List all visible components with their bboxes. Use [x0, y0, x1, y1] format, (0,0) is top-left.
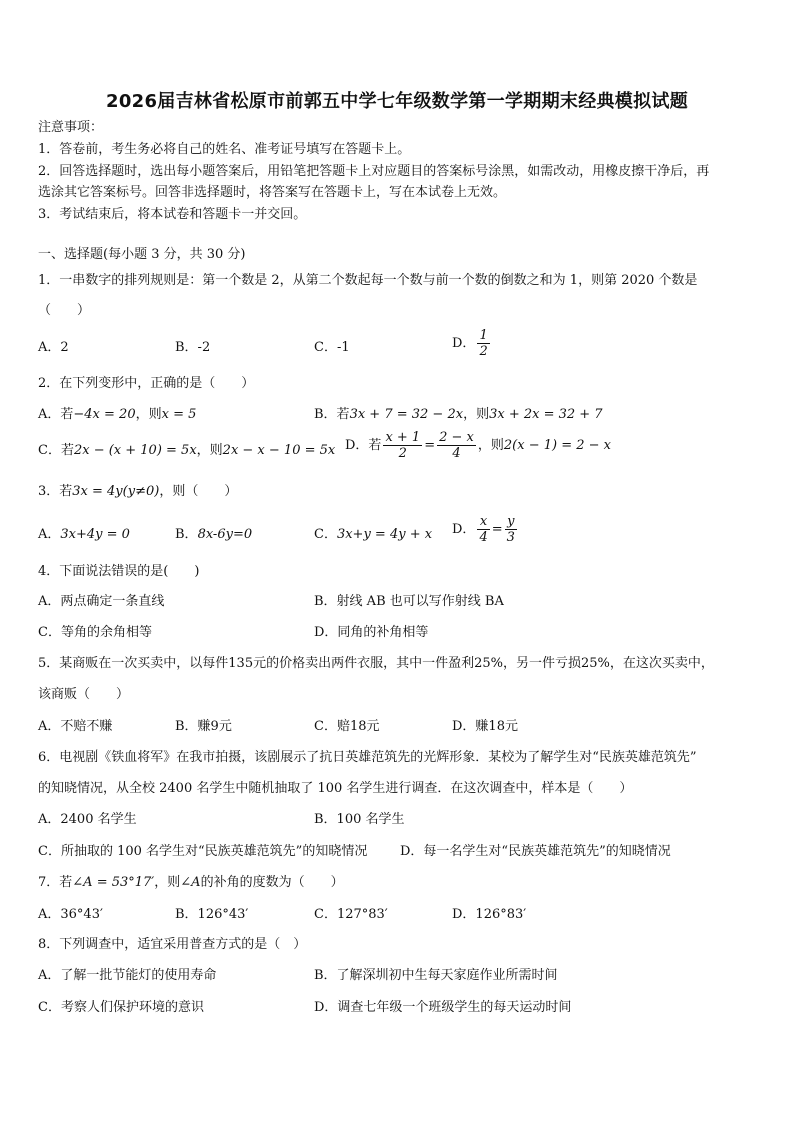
fraction-numerator: 1	[479, 328, 488, 343]
notice-item-2: 2．回答选择题时，选出每小题答案后，用铅笔把答题卡上对应题目的答案标号涂黑，如需改动，用橡皮擦干净后，再	[38, 164, 710, 179]
q6-option-c: C．所抽取的 100 名学生对“民族英雄范筑先”的知晓情况	[38, 844, 368, 859]
fraction-numerator: x + 1	[385, 430, 421, 445]
math-expression: ∠A = 53°17′	[72, 875, 155, 890]
stem-text: 7．若	[38, 875, 73, 890]
q2-option-d	[345, 430, 611, 461]
q5-option-d: D．赚18元	[452, 719, 518, 734]
q5-stem: 5．某商贩在一次买卖中，以每件135元的价格卖出两件衣服，其中一件盈利25%，另一件亏损25%，在这次买卖中，	[38, 656, 714, 671]
q4-option-c: C．等角的余角相等	[38, 625, 152, 640]
q8-option-c: C．考察人们保护环境的意识	[38, 1000, 204, 1015]
q5-stem-cont: 该商贩（ ）	[38, 687, 130, 702]
q2-option-b	[314, 406, 603, 424]
option-label: A．	[38, 527, 61, 542]
q5-option-c: C．赔18元	[314, 719, 380, 734]
fraction	[477, 514, 489, 545]
math-expression: 3x = 4y(y≠0)	[72, 484, 160, 499]
section-heading: 一、选择题(每小题 3 分，共 30 分)	[38, 247, 246, 262]
q6-stem-cont: 的知晓情况，从全校 2400 名学生中随机抽取了 100 名学生进行调查．在这次调查中，样本是（ ）	[38, 781, 633, 796]
q8-option-b: B．了解深圳初中生每天家庭作业所需时间	[314, 968, 558, 983]
q4-stem: 4．下面说法错误的是( )	[38, 564, 200, 579]
q7-option-d: D．126°83′	[452, 907, 527, 922]
q3-option-a	[38, 526, 130, 544]
q1-stem: 1．一串数字的排列规则是：第一个数是 2，从第二个数起每一个数与前一个数的倒数之和为 1，则第 2020 个数是	[38, 273, 698, 288]
q2-option-c	[38, 442, 335, 460]
q8-option-a: A．了解一批节能灯的使用寿命	[38, 968, 217, 983]
q7-option-c: C．127°83′	[314, 907, 388, 922]
fraction	[383, 430, 422, 461]
q2-stem: 2．在下列变形中，正确的是（ ）	[38, 376, 255, 391]
fraction	[505, 514, 517, 545]
q6-option-a: A．2400 名学生	[38, 812, 137, 827]
q8-stem: 8．下列调查中，适宜采用普查方式的是（ ）	[38, 937, 307, 952]
q5-option-a: A．不赔不赚	[38, 719, 113, 734]
q1-option-d-label: D．	[452, 336, 476, 351]
option-label: D．	[452, 522, 476, 537]
option-label: C．若	[38, 443, 74, 458]
fraction-denominator: 2	[398, 446, 407, 461]
connector-text: ，则	[196, 443, 223, 458]
q3-stem	[38, 483, 237, 501]
q2-option-a	[38, 406, 196, 424]
math-expression: 8x-6y=0	[197, 527, 253, 542]
math-expression: −4x = 20	[73, 407, 136, 422]
q1-option-b: B．-2	[175, 340, 211, 355]
fraction-numerator: y	[505, 514, 517, 530]
stem-text: 的补角的度数为（ ）	[200, 875, 344, 890]
q3-option-b	[175, 526, 252, 544]
fraction-denominator: 4	[452, 446, 461, 461]
q7-option-a: A．36°43′	[38, 907, 103, 922]
q6-stem: 6．电视剧《铁血将军》在我市拍摄，该剧展示了抗日英雄范筑先的光辉形象．某校为了解学生对“民族英雄范筑先”	[38, 750, 697, 765]
q5-option-b: B．赚9元	[175, 719, 232, 734]
q7-stem	[38, 874, 344, 892]
equals-sign: =	[424, 438, 436, 453]
math-expression: 3x + 7 = 32 − 2x	[349, 407, 464, 422]
q1-paren: （ ）	[38, 303, 91, 318]
fraction-denominator: 4	[479, 530, 488, 545]
option-label: B．	[175, 527, 198, 542]
q1-option-a: A．2	[38, 340, 69, 355]
connector-text: ，则	[463, 407, 490, 422]
notice-heading: 注意事项：	[38, 120, 104, 135]
q4-option-d: D．同角的补角相等	[314, 625, 429, 640]
connector-text: ，则	[135, 407, 162, 422]
q8-option-d: D．调查七年级一个班级学生的每天运动时间	[314, 1000, 572, 1015]
page-title: 2026届吉林省松原市前郭五中学七年级数学第一学期期末经典模拟试题	[106, 91, 688, 112]
q6-option-d: D．每一名学生对“民族英雄范筑先”的知晓情况	[400, 844, 671, 859]
equals-sign: =	[491, 522, 503, 537]
math-expression: 3x + 2x = 32 + 7	[489, 407, 603, 422]
math-expression: 2(x − 1) = 2 − x	[503, 438, 611, 453]
q4-option-b: B．射线 AB 也可以写作射线 BA	[314, 594, 504, 609]
math-expression: 2x − x − 10 = 5x	[222, 443, 336, 458]
math-expression: 3x+y = 4y + x	[336, 527, 433, 542]
stem-text: ，则	[154, 875, 181, 890]
q1-option-c: C．-1	[314, 340, 350, 355]
notice-item-3: 3．考试结束后，将本试卷和答题卡一并交回。	[38, 207, 307, 222]
q6-option-b: B．100 名学生	[314, 812, 405, 827]
math-expression: 2x − (x + 10) = 5x	[73, 443, 197, 458]
math-expression: ∠A	[180, 875, 201, 890]
option-label: B．若	[314, 407, 350, 422]
fraction-numerator: 2 − x	[439, 430, 474, 445]
q1-option-d	[452, 328, 492, 359]
stem-text: ，则（ ）	[159, 484, 238, 499]
option-label: C．	[314, 527, 337, 542]
option-label: A．若	[38, 407, 74, 422]
q3-option-d	[452, 514, 519, 545]
q1-option-d-fraction	[477, 328, 489, 359]
option-label: D．若	[345, 438, 382, 453]
fraction-denominator: 2	[479, 344, 488, 359]
fraction	[437, 430, 476, 461]
math-expression: 3x+4y = 0	[60, 527, 130, 542]
math-expression: x = 5	[161, 407, 197, 422]
stem-text: 3．若	[38, 484, 73, 499]
notice-item-2-cont: 选涂其它答案标号。回答非选择题时，将答案写在答题卡上，写在本试卷上无效。	[38, 185, 507, 200]
q3-option-c	[314, 526, 432, 544]
fraction-numerator: x	[477, 514, 489, 530]
q7-option-b: B．126°43′	[175, 907, 249, 922]
connector-text: ，则	[477, 438, 504, 453]
q4-option-a: A．两点确定一条直线	[38, 594, 165, 609]
fraction-denominator: 3	[506, 530, 515, 545]
notice-item-1: 1．答卷前，考生务必将自己的姓名、准考证号填写在答题卡上。	[38, 142, 411, 157]
